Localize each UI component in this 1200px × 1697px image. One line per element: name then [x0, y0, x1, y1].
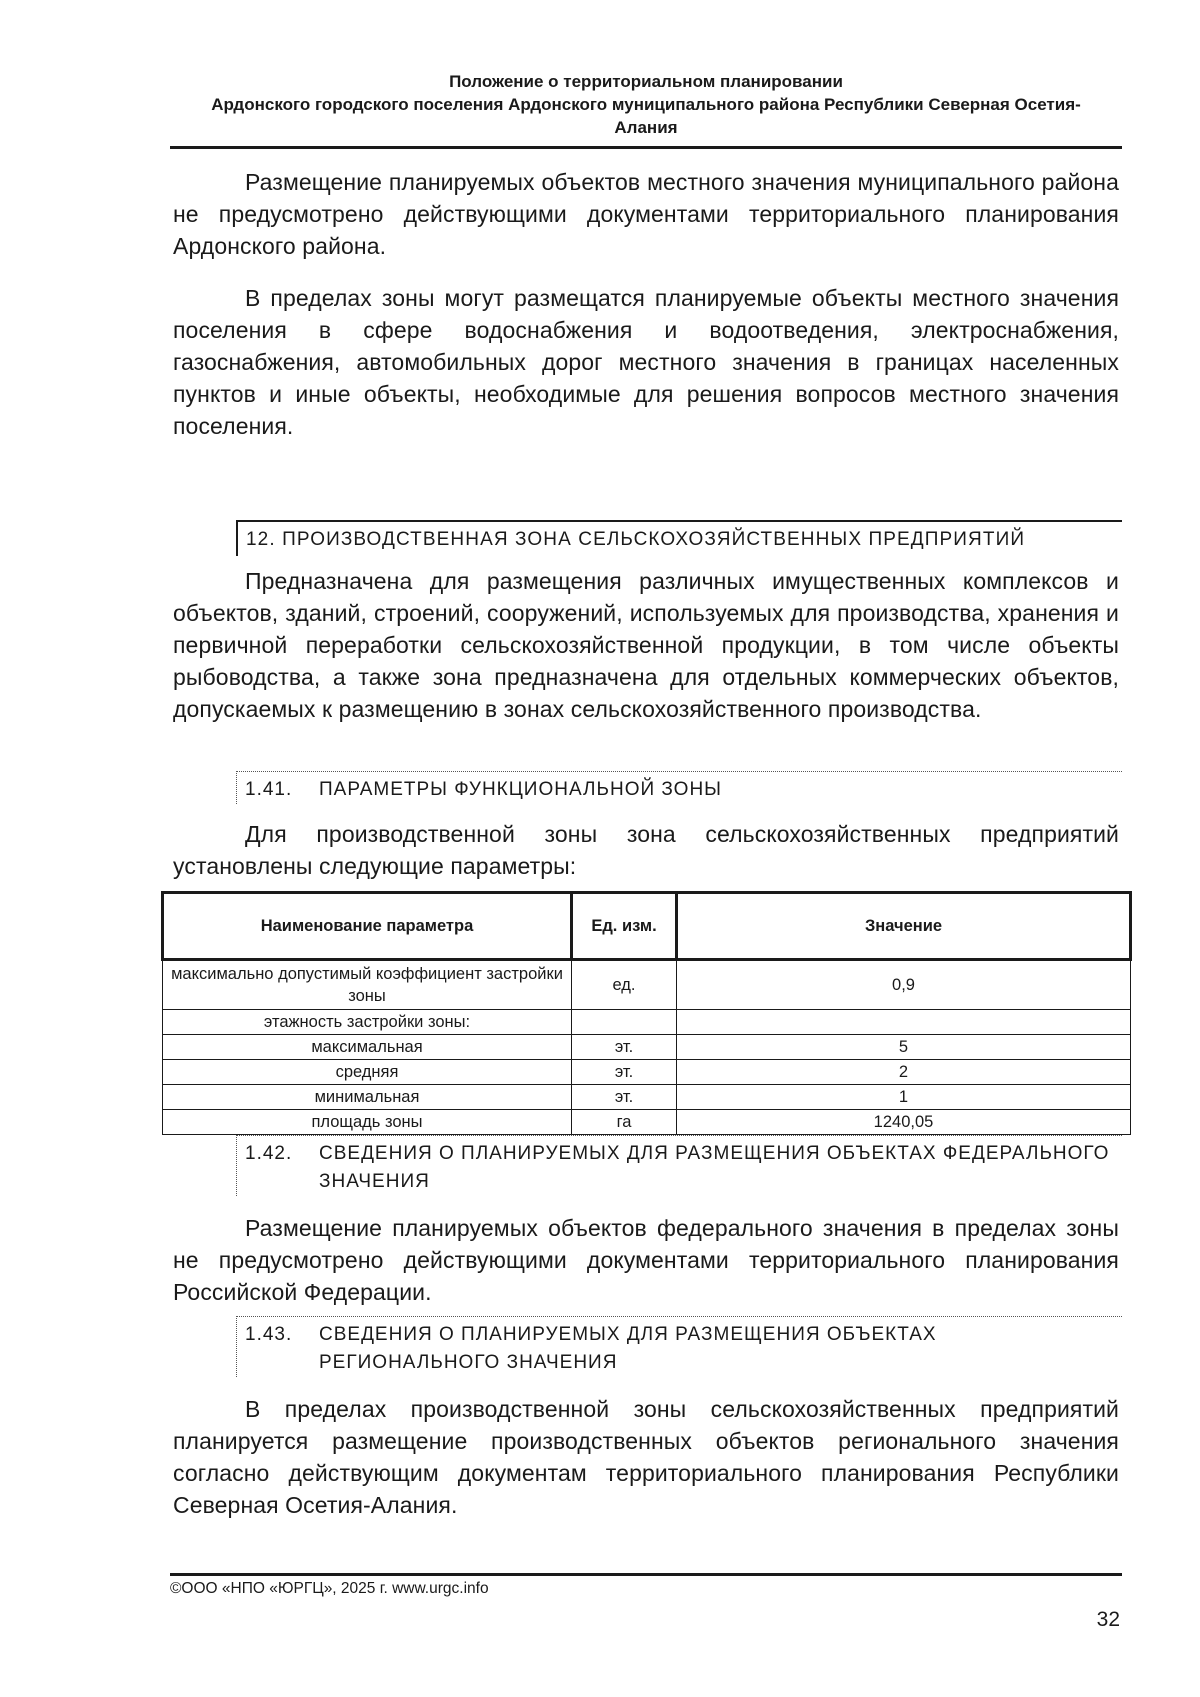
subsection-number: 1.43. — [245, 1324, 293, 1345]
document-header — [170, 70, 1122, 139]
subsection-title: ПАРАМЕТРЫ ФУНКЦИОНАЛЬНОЙ ЗОНЫ — [319, 779, 722, 800]
table-cell-unit: га — [572, 1110, 677, 1135]
table-cell-value — [677, 1010, 1131, 1035]
subsection-number: 1.41. — [245, 779, 293, 800]
paragraph-federal-objects: Размещение планируемых объектов федерального значения в пределах зоны не предусмотрено действующими документами территориального планирования Российской Федерации. — [173, 1215, 1119, 1305]
table-row — [163, 1085, 1131, 1110]
paragraph-local-objects: В пределах зоны могут размещатся планируемые объекты местного значения поселения в сфере водоснабжения и водоотведения, электроснабжения, газоснабжения, автомобильных дорог местного значения в границах населенных пунктов и иные объекты, необходимые для решения вопросов местного значения поселения. — [173, 285, 1119, 439]
table-cell-value: 2 — [677, 1060, 1131, 1085]
column-header-unit: Ед. изм. — [572, 893, 677, 960]
header-divider — [170, 146, 1122, 149]
table-row — [163, 1110, 1131, 1135]
table-cell-parameter: этажность застройки зоны: — [163, 1010, 572, 1035]
table-cell-parameter: максимально допустимый коэффициент застройки зоны — [163, 960, 572, 1010]
subsection-number: 1.42. — [245, 1143, 293, 1164]
table-row — [163, 1010, 1131, 1035]
table-cell-unit: эт. — [572, 1060, 677, 1085]
paragraph-regional-objects: В пределах производственной зоны сельскохозяйственных предприятий планируется размещение производственных объектов регионального значения согласно действующим документам территориального планирования Республики Северная Осетия-Алания. — [173, 1396, 1119, 1518]
table-cell-unit: ед. — [572, 960, 677, 1010]
table-cell-unit: эт. — [572, 1085, 677, 1110]
footer-divider — [170, 1573, 1122, 1576]
table-row — [163, 1035, 1131, 1060]
subsection-heading-1-43 — [236, 1316, 1122, 1377]
header-line-1: Положение о территориальном планировании — [449, 72, 843, 91]
table-cell-value: 1 — [677, 1085, 1131, 1110]
header-line-3: Алания — [614, 118, 678, 137]
table-row — [163, 960, 1131, 1010]
table-cell-parameter: максимальная — [163, 1035, 572, 1060]
footer-copyright: ©ООО «НПО «ЮРГЦ», 2025 г. www.urgc.info — [170, 1580, 489, 1597]
header-line-2: Ардонского городского поселения Ардонского муниципального района Республики Северная Осетия- — [211, 95, 1081, 114]
table-header-row — [163, 893, 1131, 960]
subsection-heading-1-42 — [236, 1135, 1122, 1196]
column-header-value: Значение — [677, 893, 1131, 960]
section-heading-12: 12. ПРОИЗВОДСТВЕННАЯ ЗОНА СЕЛЬСКОХОЗЯЙСТВЕННЫХ ПРЕДПРИЯТИЙ — [236, 520, 1122, 556]
paragraph-zone-purpose: Предназначена для размещения различных имущественных комплексов и объектов, зданий, строений, сооружений, используемых для производства, хранения и первичной переработки сельскохозяйственной продукции, в том числе объекты рыбоводства, а также зона предназначена для отдельных коммерческих объектов, допускаемых к размещению в зонах сельскохозяйственного производства. — [173, 568, 1119, 722]
paragraph-parameters-intro: Для производственной зоны зона сельскохозяйственных предприятий установлены следующие параметры: — [173, 821, 1119, 879]
paragraph-municipal-objects: Размещение планируемых объектов местного значения муниципального района не предусмотрено действующими документами территориального планирования Ардонского района. — [173, 169, 1119, 259]
parameters-table — [161, 891, 1132, 1135]
table-cell-unit — [572, 1010, 677, 1035]
table-cell-value: 5 — [677, 1035, 1131, 1060]
page-number: 32 — [1096, 1608, 1120, 1631]
table-cell-value: 1240,05 — [677, 1110, 1131, 1135]
subsection-title: СВЕДЕНИЯ О ПЛАНИРУЕМЫХ ДЛЯ РАЗМЕЩЕНИЯ ОБЪЕКТАХ ФЕДЕРАЛЬНОГО ЗНАЧЕНИЯ — [319, 1143, 1110, 1192]
table-cell-value: 0,9 — [677, 960, 1131, 1010]
table-row — [163, 1060, 1131, 1085]
table-cell-parameter: средняя — [163, 1060, 572, 1085]
table-cell-parameter: минимальная — [163, 1085, 572, 1110]
column-header-parameter: Наименование параметра — [163, 893, 572, 960]
subsection-title: СВЕДЕНИЯ О ПЛАНИРУЕМЫХ ДЛЯ РАЗМЕЩЕНИЯ ОБЪЕКТАХ РЕГИОНАЛЬНОГО ЗНАЧЕНИЯ — [319, 1324, 937, 1373]
subsection-heading-1-41 — [236, 771, 1122, 804]
table-cell-parameter: площадь зоны — [163, 1110, 572, 1135]
table-cell-unit: эт. — [572, 1035, 677, 1060]
